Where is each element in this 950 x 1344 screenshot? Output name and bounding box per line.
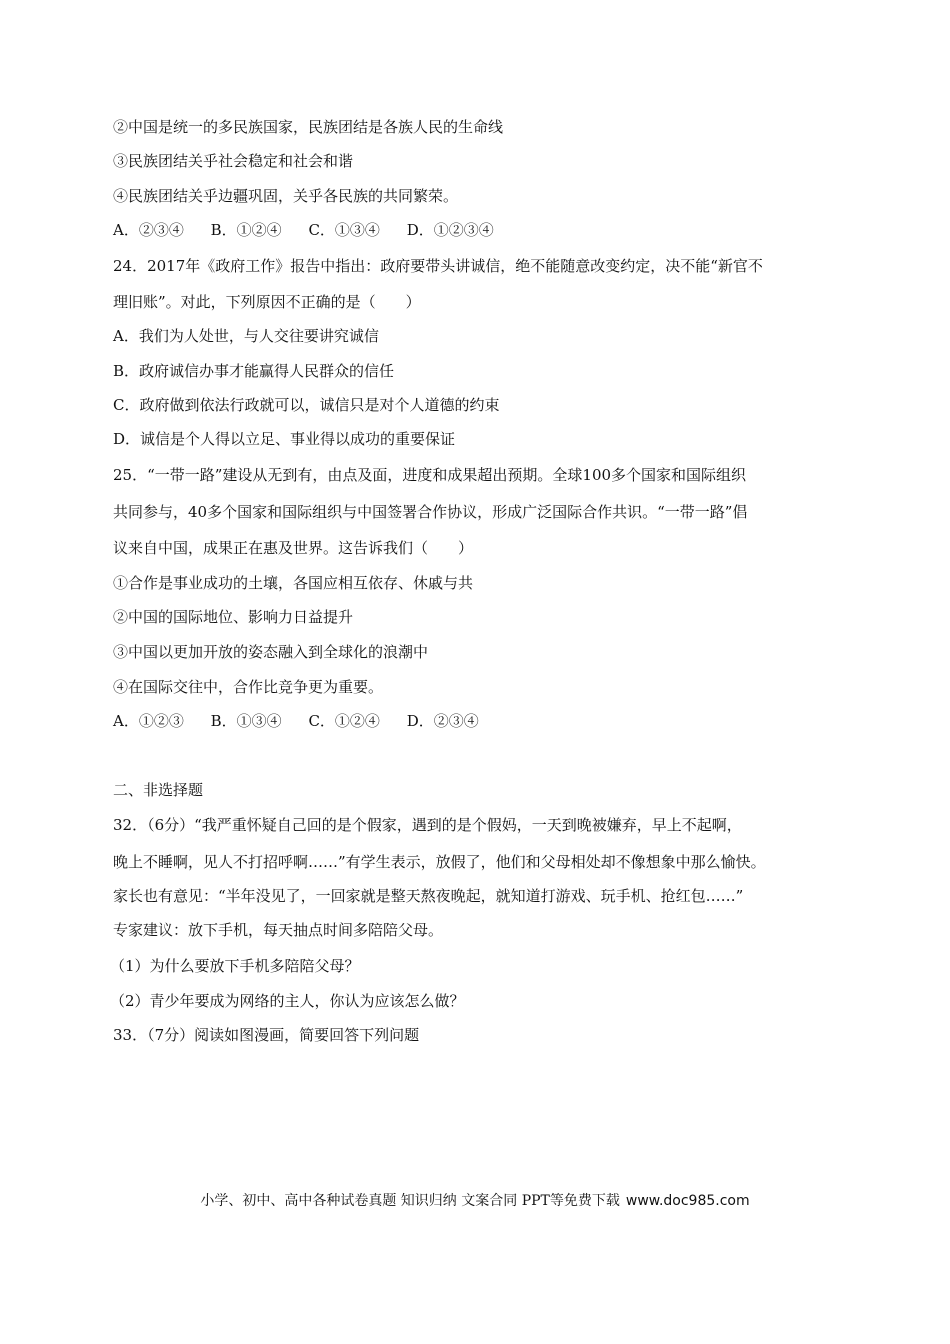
q25-option-b: B．①③④: [210, 712, 282, 730]
q25-stem-line-2: 共同参与，40多个国家和国际组织与中国签署合作协议，形成广泛国际合作共识。“一带一路”倡: [113, 503, 748, 521]
q24-stem-line-1: 24．2017年《政府工作》报告中指出：政府要带头讲诚信，绝不能随意改变约定，决不能“新官不: [113, 257, 763, 275]
q24-stem-line-2: 理旧账”。对此，下列原因不正确的是（ ）: [113, 293, 421, 311]
q24-choice-b: B．政府诚信办事才能赢得人民群众的信任: [113, 362, 395, 380]
q25-options: [113, 711, 501, 731]
q23-options: [113, 220, 516, 240]
page-footer: [0, 1191, 950, 1211]
q25-item-2: ②中国的国际地位、影响力日益提升: [113, 608, 354, 626]
footer-url[interactable]: www.doc985.com: [625, 1193, 750, 1209]
q23-item-4: ④民族团结关乎边疆巩固，关乎各民族的共同繁荣。: [113, 187, 459, 205]
q23-option-d: D．①②③④: [406, 221, 494, 239]
section-heading: 二、非选择题: [113, 781, 204, 799]
q25-stem-line-1: 25．“一带一路”建设从无到有，由点及面，进度和成果超出预期。全球100多个国家和国际组织: [113, 466, 747, 484]
q25-option-a: A．①②③: [113, 712, 184, 730]
q25-option-d: D．②③④: [406, 712, 479, 730]
q32-line-4: 专家建议：放下手机，每天抽点时间多陪陪父母。: [113, 921, 444, 939]
q32-sub-question-1: （1）为什么要放下手机多陪陪父母？: [110, 957, 360, 975]
q32-line-2: 晚上不睡啊，见人不打招呼啊……”有学生表示，放假了，他们和父母相处却不像想象中那么愉快。: [113, 853, 766, 871]
q33-line-1: 33．（7分）阅读如图漫画，简要回答下列问题: [113, 1026, 420, 1044]
q25-option-c: C．①②④: [308, 712, 380, 730]
footer-text: 小学、初中、高中各种试卷真题 知识归纳 文案合同 PPT等免费下载: [200, 1193, 620, 1209]
q23-item-3: ③民族团结关乎社会稳定和社会和谐: [113, 152, 354, 170]
q23-option-b: B．①②④: [210, 221, 282, 239]
q25-item-1: ①合作是事业成功的土壤，各国应相互依存、休戚与共: [113, 574, 474, 592]
q25-stem-line-3: 议来自中国，成果正在惠及世界。这告诉我们（ ）: [113, 539, 474, 557]
q32-line-3: 家长也有意见：“半年没见了，一回家就是整天熬夜晚起，就知道打游戏、玩手机、抢红包……”: [113, 887, 744, 905]
q24-choice-a: A．我们为人处世，与人交往要讲究诚信: [113, 327, 379, 345]
q25-item-3: ③中国以更加开放的姿态融入到全球化的浪潮中: [113, 643, 429, 661]
q23-option-c: C．①③④: [308, 221, 380, 239]
q32-sub-question-2: （2）青少年要成为网络的主人，你认为应该怎么做？: [110, 992, 465, 1010]
q25-item-4: ④在国际交往中，合作比竞争更为重要。: [113, 678, 384, 696]
q23-option-a: A．②③④: [113, 221, 184, 239]
q23-item-2: ②中国是统一的多民族国家，民族团结是各族人民的生命线: [113, 118, 504, 136]
q24-choice-c: C．政府做到依法行政就可以，诚信只是对个人道德的约束: [113, 396, 500, 414]
q24-choice-d: D．诚信是个人得以立足、事业得以成功的重要保证: [113, 430, 456, 448]
q32-line-1: 32．（6分）“我严重怀疑自己回的是个假家，遇到的是个假妈，一天到晚被嫌弃，早上不起啊，: [113, 816, 742, 834]
